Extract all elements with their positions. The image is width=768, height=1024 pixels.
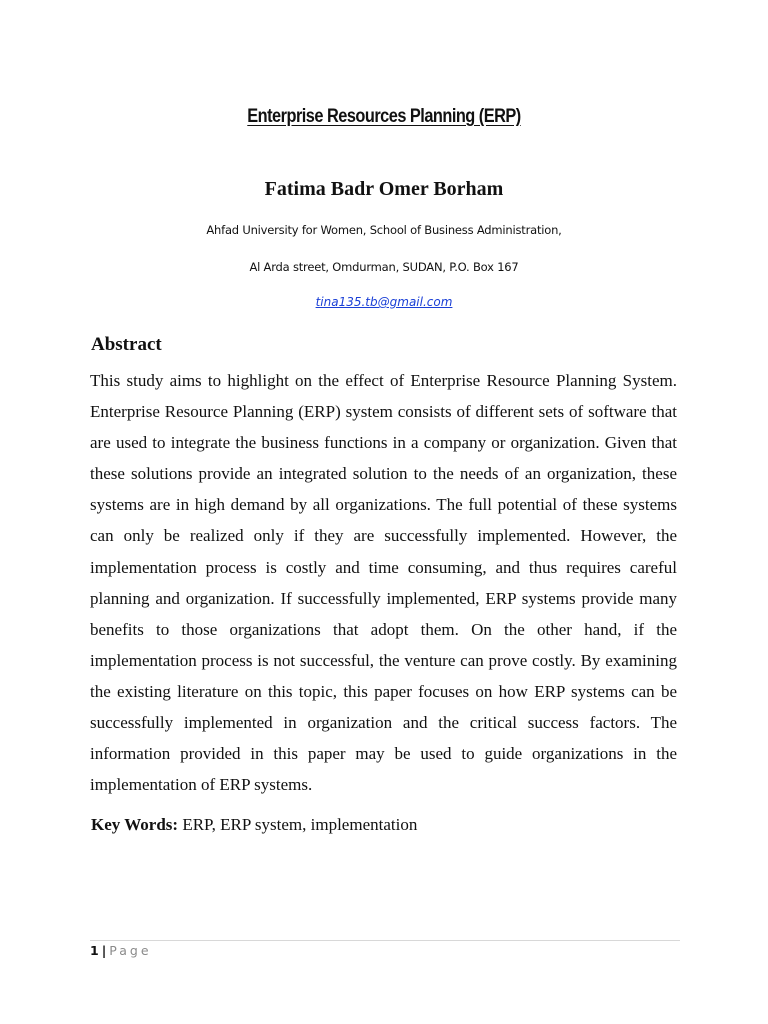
- page-number: 1: [90, 943, 99, 958]
- author-name: Fatima Badr Omer Borham: [264, 178, 504, 200]
- footer-divider: [90, 940, 680, 941]
- affiliation-line-2: Al Arda street, Omdurman, SUDAN, P.O. Box 167: [249, 260, 519, 274]
- abstract-body: This study aims to highlight on the effect of Enterprise Resource Planning System. Enterprise Resource Planning (ERP) system consists of different sets of software that are used to integrate the business functions in a company or organization. Given that these solutions provide an integrated solution to the needs of an organization, these systems are in high demand by all organizations. The full potential of these systems can only be realized only if they are successfully implemented. However, the implementation process is costly and time consuming, and thus requires careful planning and organization. If successfully implemented, ERP systems provide many benefits to those organizations that adopt them. On the other hand, if the implementation process is not successful, the venture can prove costly. By examining the existing literature on this topic, this paper focuses on how ERP systems can be successfully implemented in organization and the critical success factors. The information provided in this paper may be used to guide organizations in the implementation of ERP systems.: [90, 371, 677, 795]
- keywords-line: [91, 815, 417, 835]
- paper-title: Enterprise Resources Planning (ERP): [247, 106, 521, 127]
- page-footer: [90, 943, 152, 958]
- keywords-label: Key Words:: [91, 815, 179, 834]
- page-label: Page: [109, 943, 152, 958]
- keywords-value: ERP, ERP system, implementation: [178, 815, 418, 834]
- footer-separator: |: [101, 943, 107, 958]
- abstract-heading: Abstract: [91, 334, 162, 355]
- email-link[interactable]: tina135.tb@gmail.com: [315, 295, 453, 309]
- affiliation-line-1: Ahfad University for Women, School of Business Administration,: [206, 223, 562, 237]
